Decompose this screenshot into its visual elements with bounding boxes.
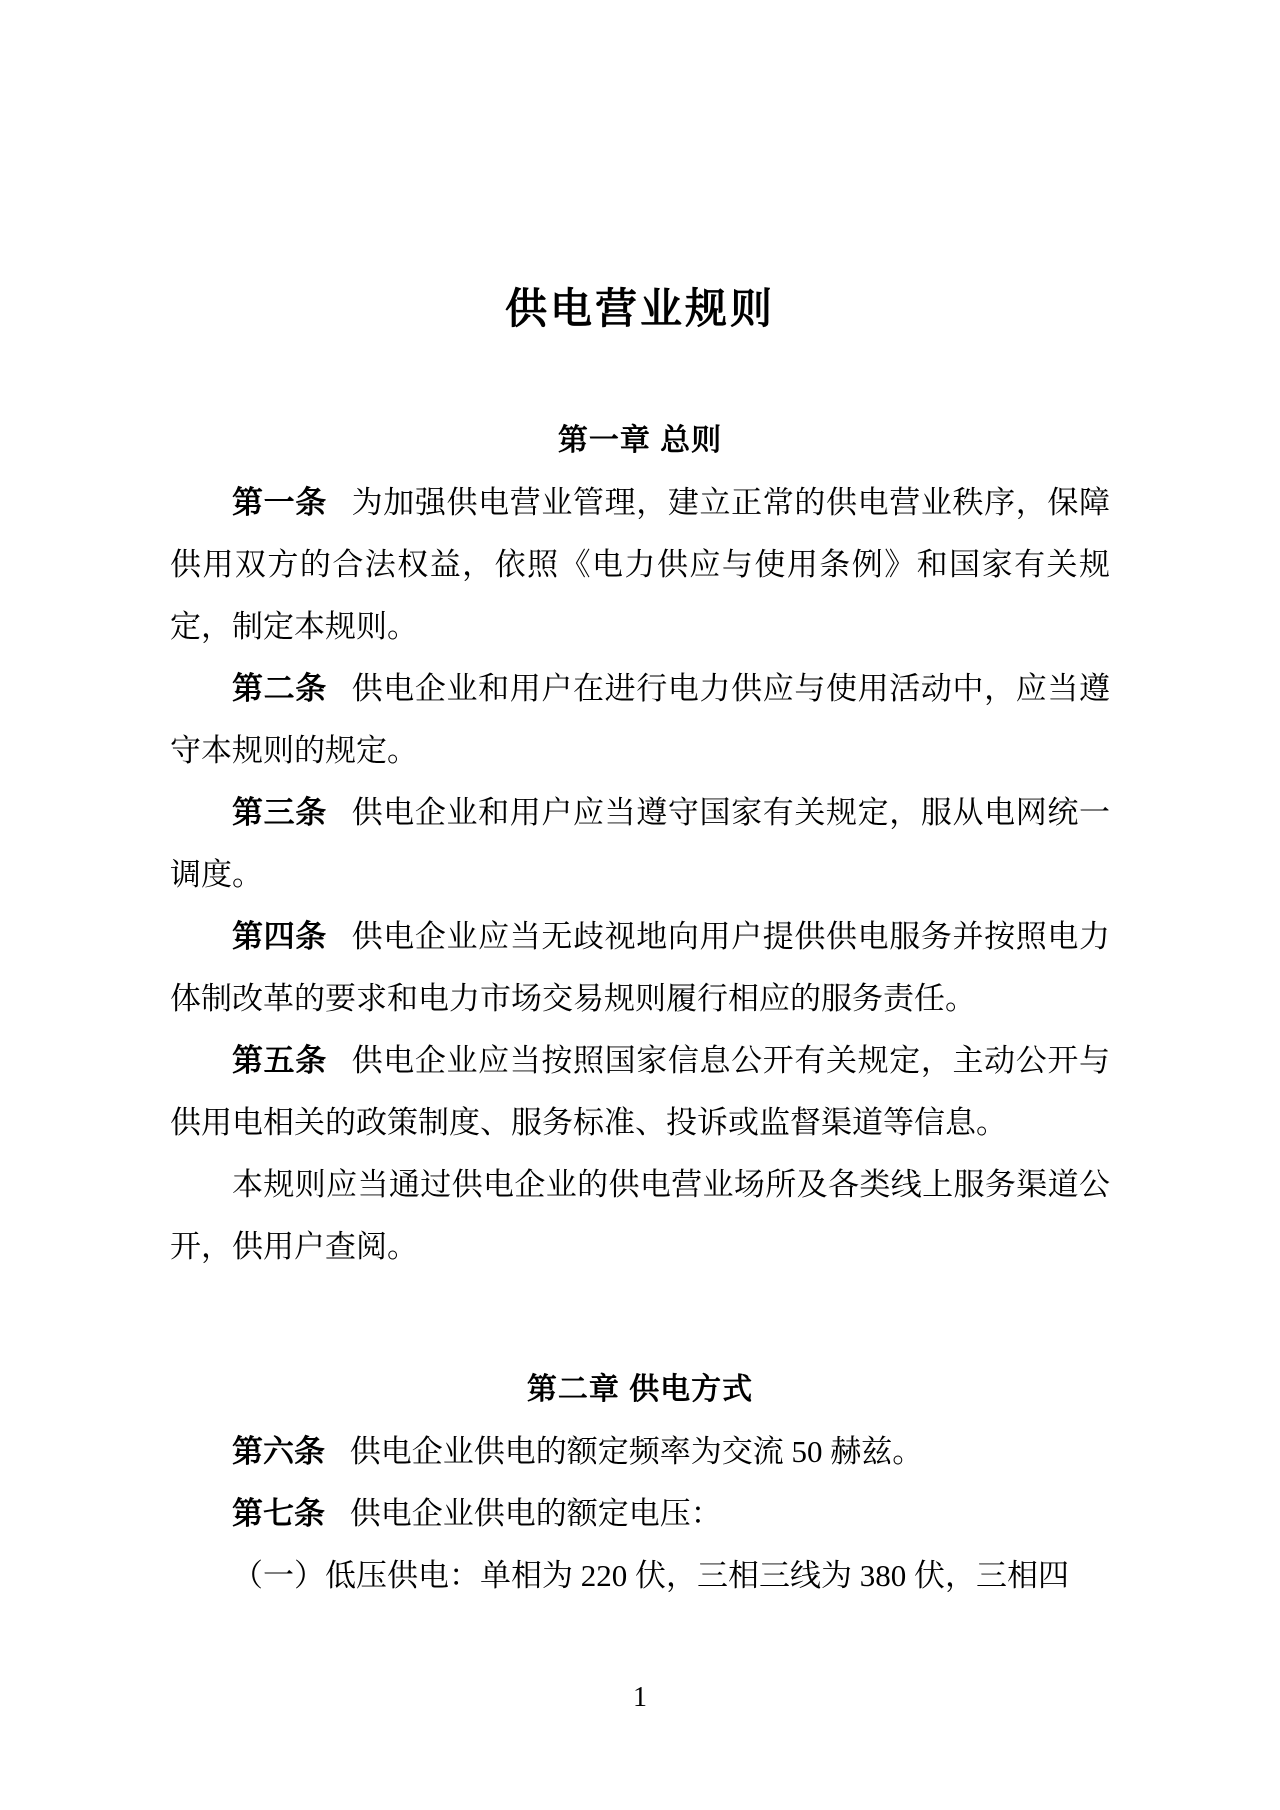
article-5-continuation [170, 1154, 1110, 1278]
article-5 [170, 1030, 1110, 1154]
article-2-text: 供电企业和用户在进行电力供应与使用活动中，应当遵守本规则的规定。 [170, 671, 1111, 768]
article-2-label: 第二条 [232, 671, 327, 706]
article-3 [170, 782, 1110, 906]
article-4 [170, 906, 1110, 1030]
article-3-label: 第三条 [232, 795, 327, 830]
article-5-text: 供电企业应当按照国家信息公开有关规定，主动公开与供用电相关的政策制度、服务标准、投诉或监督渠道等信息。 [170, 1043, 1111, 1140]
article-1 [170, 472, 1110, 658]
article-1-label: 第一条 [232, 485, 327, 520]
article-6-text: 供电企业供电的额定频率为交流 50 赫兹。 [349, 1434, 924, 1469]
article-7-label: 第七条 [232, 1496, 325, 1531]
document-content [0, 285, 1280, 1607]
article-7-item-1 [170, 1545, 1110, 1607]
article-4-text: 供电企业应当无歧视地向用户提供供电服务并按照电力体制改革的要求和电力市场交易规则履行相应的服务责任。 [170, 919, 1111, 1016]
article-3-text: 供电企业和用户应当遵守国家有关规定，服从电网统一调度。 [170, 795, 1111, 892]
article-1-text: 为加强供电营业管理，建立正常的供电营业秩序，保障供用双方的合法权益，依照《电力供应与使用条例》和国家有关规定，制定本规则。 [170, 485, 1111, 644]
article-5-label: 第五条 [232, 1043, 327, 1078]
article-2 [170, 658, 1110, 782]
article-7 [170, 1483, 1110, 1545]
article-4-label: 第四条 [232, 919, 327, 954]
document-title: 供电营业规则 [504, 287, 775, 333]
chapter-1-heading: 第一章 总则 [557, 424, 723, 457]
article-5-continuation-text: 本规则应当通过供电企业的供电营业场所及各类线上服务渠道公开，供用户查阅。 [170, 1167, 1110, 1264]
article-6 [170, 1421, 1110, 1483]
chapter-2-heading: 第二章 供电方式 [526, 1373, 754, 1406]
article-6-label: 第六条 [232, 1434, 325, 1469]
article-7-text: 供电企业供电的额定电压： [349, 1496, 722, 1531]
page-number: 1 [633, 1682, 647, 1713]
article-7-item-1-text: （一）低压供电：单相为 220 伏，三相三线为 380 伏，三相四 [232, 1558, 1069, 1593]
